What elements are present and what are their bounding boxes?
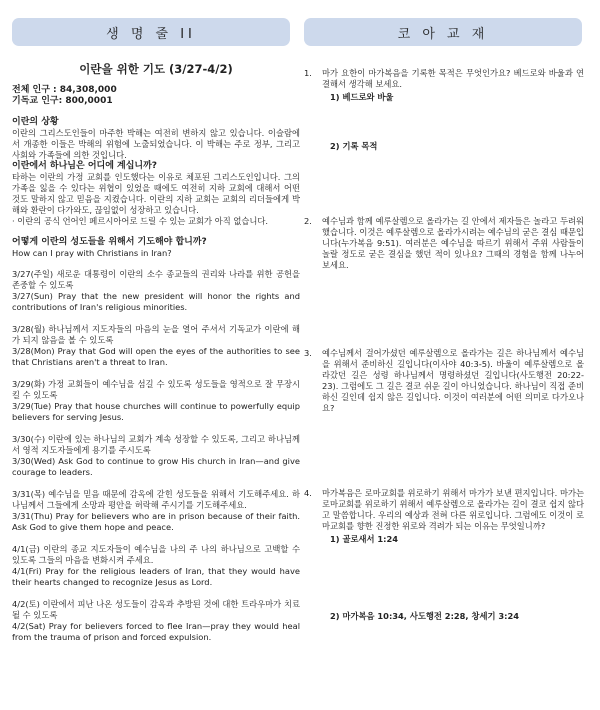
prayer-english: 3/27(Sun) Pray that the new president will honor the rights and contributions of Iran's religious minorities.: [12, 291, 300, 312]
prayer-item: [12, 379, 300, 423]
prayer-english: 3/30(Wed) Ask God to continue to grow His church in Iran—and give courage to leaders.: [12, 456, 300, 477]
question-text: 예수님과 함께 예루살렘으로 올라가는 길 안에서 제자들은 놀라고 두려워했습니다. 이것은 예루살렘으로 올라가시려는 예수님의 굳은 결심 때문입니다(누가복음 9:51). 여러분은 예수님을 따르기 위해서 주위 사람들이 놀랄 정도로 굳은 결심을 했던 적이 있나요? 그때의 경험을 함께 나누어 보세요.: [322, 216, 584, 270]
prayer-list: [12, 269, 300, 643]
question-number: 3.: [304, 348, 312, 358]
total-population: 전체 인구 : 84,308,000: [12, 85, 117, 95]
prayer-english: 4/2(Sat) Pray for believers forced to flee Iran—pray they would heal from the trauma of prison and forced expulsion.: [12, 621, 300, 642]
prayer-korean: 3/29(화) 가정 교회들이 예수님을 섬길 수 있도록 성도들을 영적으로 잘 무장시킬 수 있도록: [12, 379, 300, 400]
pray-heading: 어떻게 이란의 성도들을 위해서 기도해야 합니까?: [12, 237, 207, 247]
question-text: 마가 요한이 마가복음을 기록한 목적은 무엇인가요? 베드로와 바울과 연결해서 생각해 보세요.: [322, 68, 584, 89]
page-title: 이란을 위한 기도 (3/27-4/2): [79, 62, 233, 76]
christian-population: 기독교 인구: 800,0001: [12, 96, 113, 106]
question-text: 예수님께서 걸어가셨던 예루살렘으로 올라가는 길은 하나님께서 예수님을 위해서 준비하신 길입니다(이사야 40:3-5). 바울이 예루살렘으로 올라갔던 길은 성령 하나님께서 명령하셨던 길입니다(사도행전 20:22-23). 그럼에도 그 길은 결코 쉬운 길이 아니었습니다. 하나님이 직접 준비하신 길인데 쉽지 않은 길입니다. 이것이 여러분에 어떤 의미로 다가오나요?: [322, 348, 584, 413]
prayer-english: 4/1(Fri) Pray for the religious leaders of Iran, that they would have their hearts changed to recognize Jesus as Lord.: [12, 566, 300, 587]
situation-text: 이란의 그리스도인들이 마주한 박해는 여전히 변하지 않고 있습니다. 이슬람에서 개종한 이들은 박해의 위험에 노출되었습니다. 이 박해는 주로 정부, 그리고 사회와 가족들에 의한 것입니다.: [12, 128, 300, 160]
god-text: 타하는 이란의 가정 교회를 인도했다는 이유로 체포된 그리스도인입니다. 그의 가족을 잃을 수 있다는 위협이 있었을 때에도 여전히 지하 교회에 대해서 어떤 것도 말하지 않고 믿음을 지켰습니다. 이란의 지하 교회는 교회의 리더들에게 박해와 환란이 다가와도, 끊임없이 성장하고 있습니다.: [12, 172, 300, 215]
prayer-english: 3/29(Tue) Pray that house churches will continue to powerfully equip believers for serving Jesus.: [12, 401, 300, 422]
question-item: [304, 216, 584, 271]
prayer-english: 3/31(Thu) Pray for believers who are in prison because of their faith. Ask God to give them hope and peace.: [12, 511, 300, 532]
prayer-korean: 3/31(목) 예수님을 믿음 때문에 감옥에 갇힌 성도들을 위해서 기도해주세요. 하나님께서 그들에게 소망과 평안을 허락해 주시기를 기도해주세요.: [12, 489, 300, 510]
answer-line: 2) 기록 목적: [330, 141, 378, 151]
language-text: · 이란의 공식 언어인 페르시아어로 드릴 수 있는 교회가 아직 없습니다.: [12, 216, 269, 226]
population-stats: [12, 85, 300, 107]
prayer-korean: 3/30(수) 이란에 있는 하나님의 교회가 계속 성장할 수 있도록, 그리고 하나님께서 영적 지도자들에게 용기를 주시도록: [12, 434, 300, 455]
prayer-item: [12, 489, 300, 533]
question-item: [304, 68, 584, 152]
answer-line: 1) 골로새서 1:24: [330, 534, 399, 544]
question-number: 1.: [304, 68, 312, 78]
question-item: [304, 488, 584, 622]
prayer-korean: 4/1(금) 이란의 종교 지도자들이 예수님을 나의 주 나의 하나님으로 고백할 수 있도록 그들의 마음을 변화시켜 주세요.: [12, 544, 300, 565]
prayer-korean: 3/27(주일) 새로운 대통령이 이란의 소수 종교들의 권리와 나라를 위한 공헌을 존중할 수 있도록: [12, 269, 300, 290]
question-item: [304, 348, 584, 414]
prayer-korean: 3/28(월) 하나님께서 지도자들의 마음의 눈을 열어 주셔서 기독교가 이란에 해가 되지 않음을 볼 수 있도록: [12, 324, 300, 345]
prayer-item: [12, 269, 300, 313]
prayer-korean: 4/2(토) 이란에서 피난 나온 성도들이 감옥과 추방된 것에 대한 트라우마가 치료될 수 있도록: [12, 599, 300, 620]
god-heading: 이란에서 하나님은 어디에 계십니까?: [12, 161, 158, 171]
prayer-english: 3/28(Mon) Pray that God will open the eyes of the authorities to see that Christians aren't a threat to Iran.: [12, 346, 300, 367]
question-text: 마가복음은 로마교회를 위로하기 위해서 마가가 보낸 편지입니다. 마가는 로마교회를 위로하기 위해서 예루살렘으로 올라가는 길이 결코 쉽지 않다고 말씀합니다. 우리의 예상과 전혀 다른 위로입니다. 그럼에도 이것이 로마교회를 향한 진정한 위로와 격려가 되는 이유는 무엇일니까?: [322, 488, 584, 531]
prayer-column: [12, 58, 300, 654]
prayer-item: [12, 599, 300, 643]
prayer-item: [12, 544, 300, 588]
question-number: 4.: [304, 488, 312, 498]
prayer-item: [12, 324, 300, 368]
header-core-material: 코 아 교 재: [304, 18, 582, 46]
situation-heading: 이란의 상황: [12, 117, 59, 127]
pray-heading-en: How can I pray with Christians in Iran?: [12, 248, 172, 258]
question-number: 2.: [304, 216, 312, 226]
answer-line: 1) 베드로와 바울: [330, 92, 394, 102]
header-life-line: 생 명 줄 II: [12, 18, 290, 46]
answer-line: 2) 마가복음 10:34, 사도행전 2:28, 창세기 3:24: [330, 611, 520, 621]
prayer-item: [12, 434, 300, 478]
